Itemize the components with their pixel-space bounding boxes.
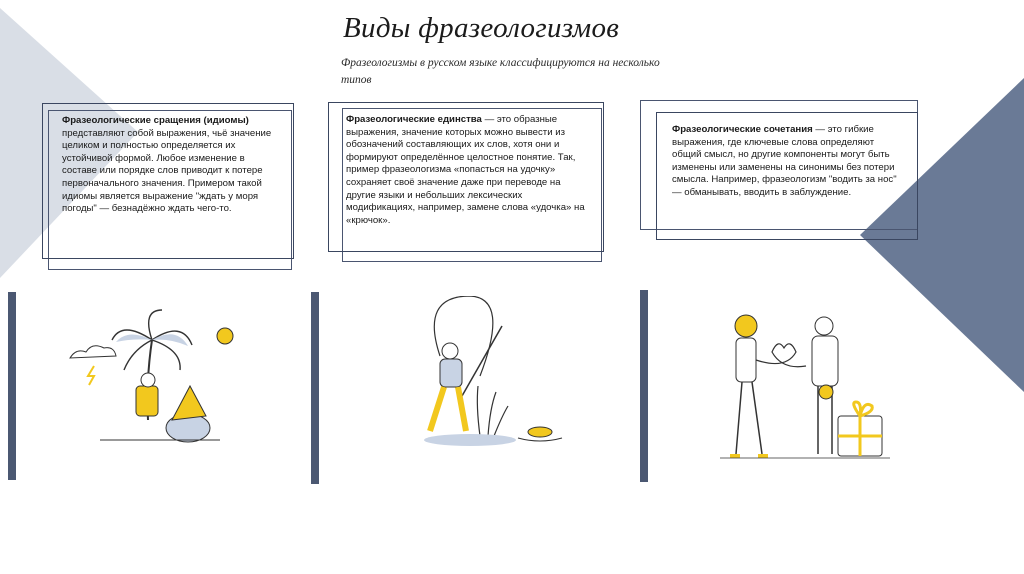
woman-legs xyxy=(736,382,762,454)
fisherman-body xyxy=(440,359,462,387)
fish-icon xyxy=(528,427,552,437)
card-2-term: Фразеологические единства xyxy=(346,114,482,125)
fisherman-head xyxy=(442,343,458,359)
fisherman-legs xyxy=(430,387,466,431)
lightning-icon xyxy=(88,366,94,385)
card-1-description: представляют собой выражения, чьё значение целиком и полностью определяется их устойчивой формой. Любое изменение в составе или порядке слов приводит к потере первоначального значения. Примером такой идиомы является выражение "ждать у моря погоды" — безнадёжно ждать чего-то. xyxy=(62,127,272,215)
card-2-text xyxy=(346,114,588,227)
heart-string xyxy=(756,344,806,367)
fisherman-hooked-illustration xyxy=(400,296,580,461)
slide-title: Виды фразеологизмов xyxy=(343,12,620,44)
cloud-icon xyxy=(70,346,116,358)
card-3-term: Фразеологические сочетания xyxy=(672,124,813,135)
water-ripple xyxy=(518,438,562,441)
umbrella-icon xyxy=(172,386,206,420)
slide-subtitle: Фразеологизмы в русском языке классифицируются на несколько типов xyxy=(341,57,660,86)
woman-body xyxy=(736,338,756,382)
card-1-term: Фразеологические сращения (идиомы) xyxy=(62,115,249,126)
card-3-text xyxy=(672,124,904,200)
card-3-description: — это гибкие выражения, где ключевые слова определяют общий смысл, но другие компоненты могут быть изменены или заменены на синонимы без потери смысла. Например, фразеологизм "водить за нос" — обманывать, вводить в заблуждение. xyxy=(672,124,897,198)
flowers-icon xyxy=(819,385,833,399)
water-puddle xyxy=(424,434,516,446)
accent-bar-2 xyxy=(311,292,319,484)
fishing-rod xyxy=(462,326,502,396)
man-head xyxy=(815,317,833,335)
island-waiting-illustration xyxy=(60,300,250,460)
accent-bar-3 xyxy=(640,290,648,482)
card-2-description: — это образные выражения, значение которых можно вывести из обозначений составляющих их слов, хотя они и формируют определённое целостное понятие. Так, пример фразеологизма «попасться на удочку» сохраняет своё значение даже при переводе на другие языки и небольших лексических модификациях, например, замене слова «удочка» на «крючок». xyxy=(346,114,585,226)
couple-led-by-nose-illustration xyxy=(712,300,892,465)
man-body xyxy=(812,336,838,386)
waiting-person xyxy=(136,386,158,416)
woman-hair xyxy=(735,315,757,337)
sun-icon xyxy=(217,328,233,344)
accent-bar-1 xyxy=(8,292,16,480)
person-head xyxy=(141,373,155,387)
reeds xyxy=(477,386,508,436)
card-1-text xyxy=(62,115,276,216)
